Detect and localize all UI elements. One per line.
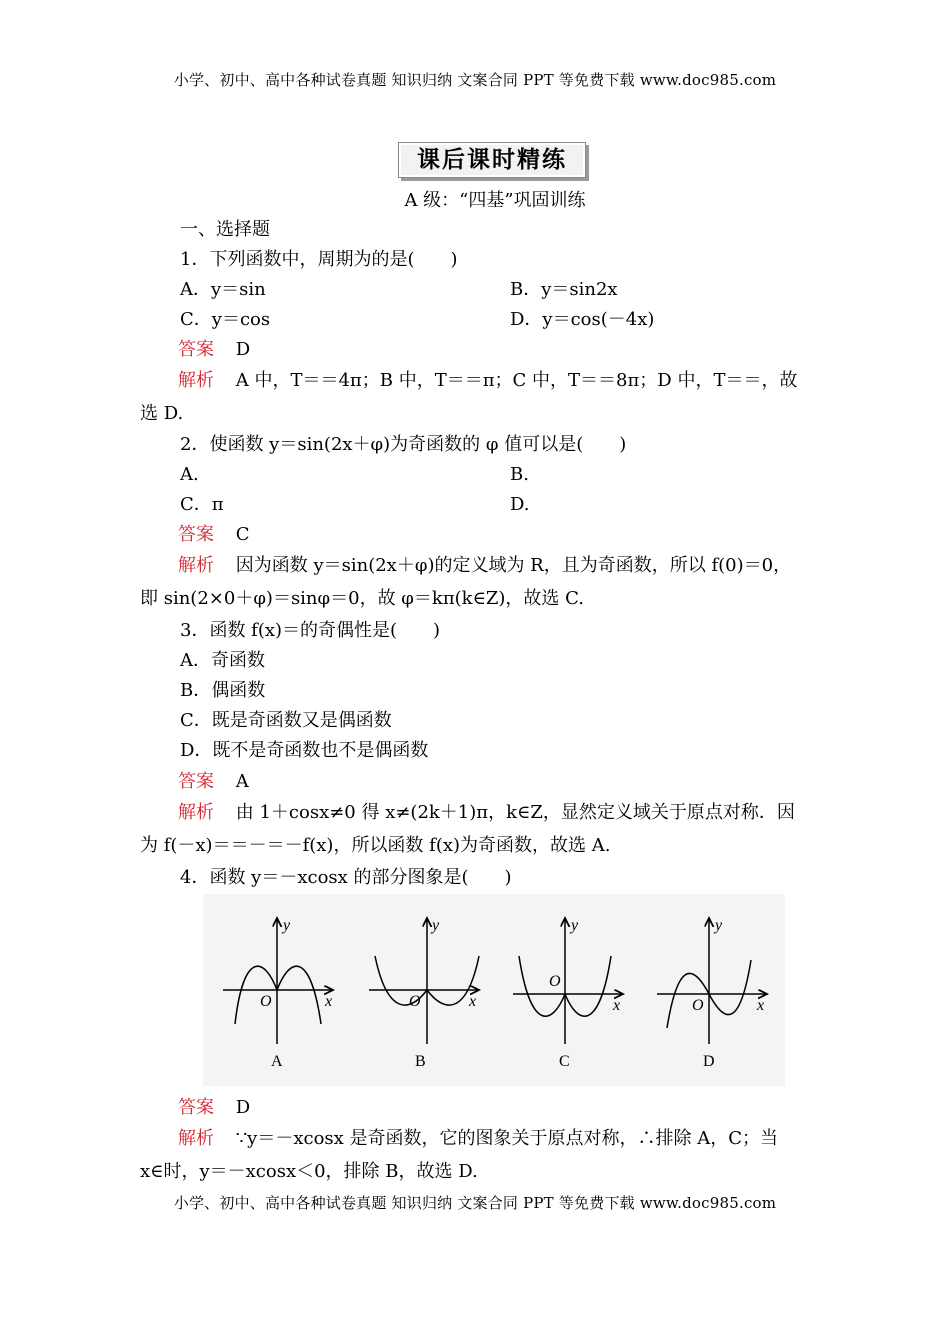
q1-stem: 1．下列函数中，周期为的是( ): [180, 249, 458, 270]
graph-d-x-label: x: [757, 997, 765, 1014]
graph-c: [513, 917, 623, 1070]
q3-answer: A: [235, 771, 249, 792]
q1-option-c: C．y＝cos: [180, 309, 271, 330]
graph-a-origin: O: [260, 993, 272, 1010]
graph-c-y-label: y: [571, 917, 579, 934]
graph-c-x-label: x: [613, 997, 621, 1014]
q3-option-d: D．既不是奇函数也不是偶函数: [180, 740, 429, 761]
q4-analysis-line1: ∵y＝－xcosx 是奇函数，它的图象关于原点对称，∴排除 A，C；当: [235, 1128, 779, 1149]
q3-option-a: A．奇函数: [180, 650, 265, 671]
graph-a-y-label: y: [283, 917, 291, 934]
q4-stem: 4．函数 y＝－xcosx 的部分图象是( ): [180, 867, 512, 888]
graph-b-origin: O: [409, 993, 421, 1010]
graph-b-y-label: y: [432, 917, 440, 934]
graph-c-origin: O: [549, 973, 561, 990]
graph-d-y-label: y: [715, 917, 723, 934]
q2-analysis-line1: 因为函数 y＝sin(2x＋φ)的定义域为 R，且为奇函数，所以 f(0)＝0，: [235, 555, 792, 576]
graph-d: [657, 917, 767, 1070]
q1-analysis-line1: A 中，T＝＝4π；B 中，T＝＝π；C 中，T＝＝8π；D 中，T＝＝，故: [235, 370, 798, 391]
q3-answer-label: 答案: [178, 771, 214, 792]
q3-analysis-line2: 为 f(－x)＝＝－＝－f(x)，所以函数 f(x)为奇函数，故选 A.: [140, 835, 611, 856]
q4-analysis-label: 解析: [178, 1128, 214, 1149]
q4-graph-options: [203, 894, 785, 1086]
graph-b-x-label: x: [469, 993, 477, 1010]
q1-option-a: A．y＝sin: [180, 279, 266, 300]
graph-b-label: B: [415, 1053, 426, 1070]
q2-option-c: C．π: [180, 494, 224, 515]
graph-a-label: A: [271, 1053, 283, 1070]
level-subtitle: A 级：“四基”巩固训练: [404, 190, 586, 211]
page-header: 小学、初中、高中各种试卷真题 知识归纳 文案合同 PPT 等免费下载 www.doc985.com: [173, 71, 777, 89]
section-title: 课后课时精练: [398, 142, 586, 178]
q1-answer: D: [235, 339, 251, 360]
q4-answer-label: 答案: [178, 1097, 214, 1118]
graph-c-label: C: [559, 1053, 570, 1070]
graph-b: [369, 917, 479, 1070]
graph-a: [223, 917, 333, 1070]
q2-option-a: A.: [180, 464, 199, 485]
q3-analysis-label: 解析: [178, 802, 214, 823]
q3-option-c: C．既是奇函数又是偶函数: [180, 710, 392, 731]
graph-a-curve: [235, 966, 321, 1024]
q1-option-b: B．y＝sin2x: [510, 279, 618, 300]
q1-analysis-line2: 选 D.: [140, 403, 184, 424]
q1-option-d: D．y＝cos(－4x): [510, 309, 655, 330]
q2-answer-label: 答案: [178, 524, 214, 545]
section-heading: 一、选择题: [180, 219, 270, 240]
q2-analysis-line2: 即 sin(2×0＋φ)＝sinφ＝0，故 φ＝kπ(k∈Z)，故选 C.: [140, 588, 585, 609]
page-footer: 小学、初中、高中各种试卷真题 知识归纳 文案合同 PPT 等免费下载 www.doc985.com: [173, 1194, 777, 1212]
q4-analysis-line2: x∈时，y＝－xcosx＜0，排除 B，故选 D.: [140, 1161, 478, 1182]
q3-stem: 3．函数 f(x)＝的奇偶性是( ): [180, 620, 441, 641]
q2-analysis-label: 解析: [178, 555, 214, 576]
q2-stem: 2．使函数 y＝sin(2x＋φ)为奇函数的 φ 值可以是( ): [180, 434, 627, 455]
graph-d-label: D: [703, 1053, 715, 1070]
q2-option-b: B.: [510, 464, 529, 485]
graph-a-x-label: x: [325, 993, 333, 1010]
q2-answer: C: [235, 524, 250, 545]
q4-answer: D: [235, 1097, 251, 1118]
q1-analysis-label: 解析: [178, 370, 214, 391]
graph-d-origin: O: [692, 997, 704, 1014]
q3-analysis-line1: 由 1＋cosx≠0 得 x≠(2k＋1)π，k∈Z，显然定义域关于原点对称．因: [235, 802, 795, 823]
q2-option-d: D.: [510, 494, 530, 515]
q1-answer-label: 答案: [178, 339, 214, 360]
q3-option-b: B．偶函数: [180, 680, 266, 701]
